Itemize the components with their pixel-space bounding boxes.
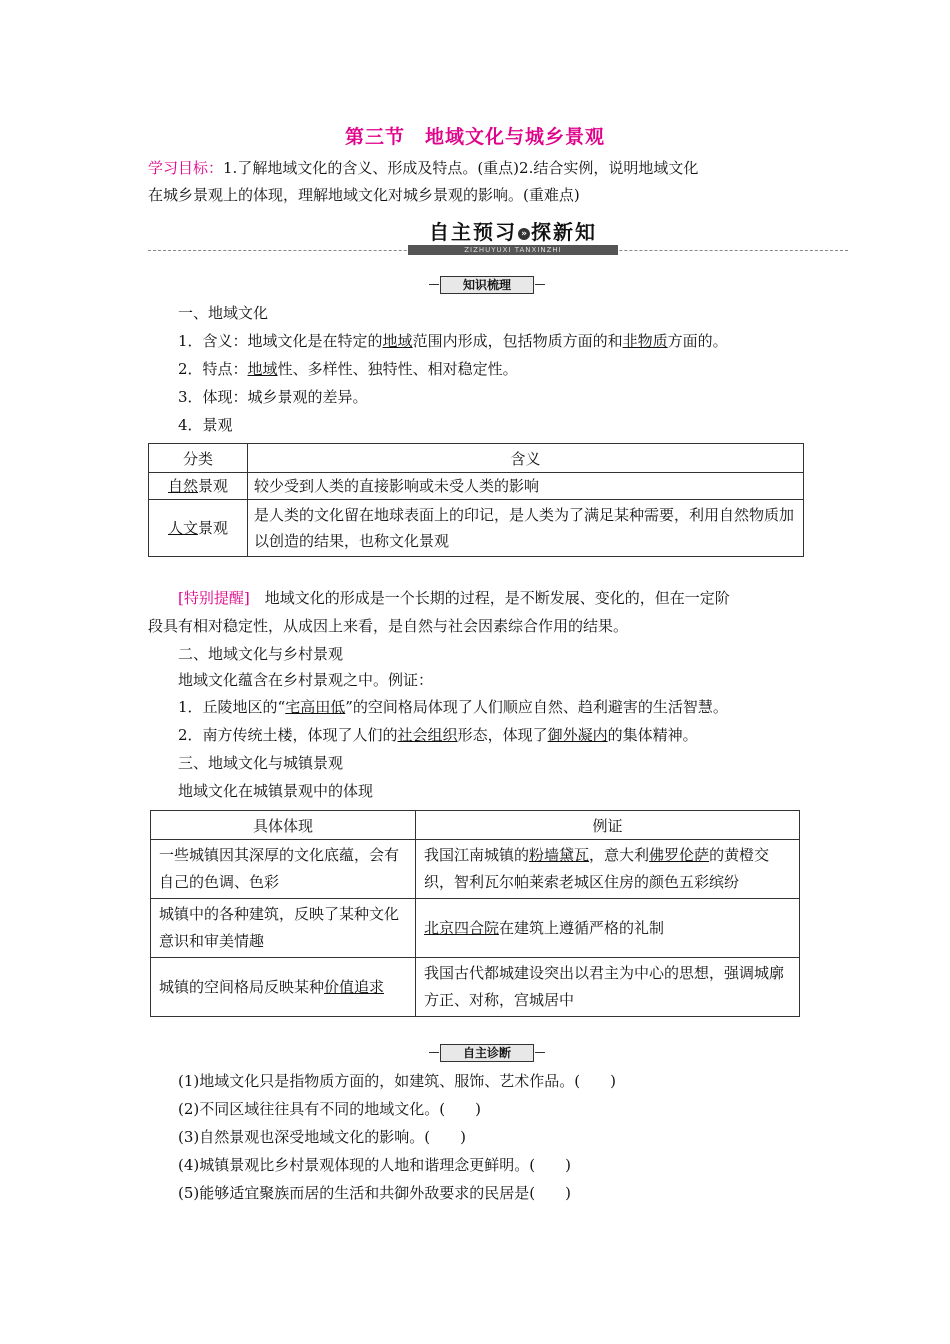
table-row: 人文景观 是人类的文化留在地球表面上的印记，是人类为了满足某种需要，利用自然物质加以创造的结果，也称文化景观 (149, 500, 804, 557)
learning-goals (148, 155, 808, 209)
s2-item-2: 2．南方传统土楼，体现了人们的社会组织形态，体现了御外凝内的集体精神。 (178, 726, 698, 744)
section-banner (148, 219, 848, 259)
question-item: (5)能够适宜聚族而居的生活和共御外敌要求的民居是( ) (178, 1184, 571, 1202)
banner-subtitle: ZIZHUYUXI TANXINZHI (408, 245, 618, 255)
question-item: (2)不同区域往往具有不同的地域文化。( ) (178, 1100, 481, 1118)
table-row: 自然景观 较少受到人类的直接影响或未受人类的影响 (149, 473, 804, 500)
table-header: 具体体现 (151, 811, 416, 840)
banner-right-text: 探新知 (531, 220, 597, 244)
special-tip: [特别提醒] 地域文化的形成是一个长期的过程，是不断发展、变化的，但在一定阶 段具有相对稳定性，从成因上来看，是自然与社会因素综合作用的结果。 (148, 589, 730, 635)
s1-heading: 一、地域文化 (178, 304, 269, 322)
s2-intro: 地域文化蕴含在乡村景观之中。例证： (178, 671, 434, 689)
goal-label: 学习目标： (148, 159, 224, 177)
table-header: 分类 (149, 444, 248, 473)
s1-item-4: 4．景观 (178, 416, 233, 434)
s2-heading: 二、地域文化与乡村景观 (178, 645, 344, 663)
landscape-table (148, 443, 804, 557)
s3-heading: 三、地域文化与城镇景观 (178, 754, 344, 772)
table-row: 一些城镇因其深厚的文化底蕴，会有自己的色调、色彩 我国江南城镇的粉墙黛瓦，意大利佛罗伦萨的黄橙交织，智利瓦尔帕莱索老城区住房的颜色五彩缤纷 (151, 840, 800, 899)
table-header: 含义 (248, 444, 804, 473)
question-item: (4)城镇景观比乡村景观体现的人地和谐理念更鲜明。( ) (178, 1156, 571, 1174)
knowledge-tag: 知识梳理 (440, 276, 534, 294)
page-title: 第三节 地域文化与城乡景观 (344, 126, 605, 148)
banner-left-text: 自主预习 (429, 220, 517, 244)
s3-intro: 地域文化在城镇景观中的体现 (178, 782, 374, 800)
table-row: 城镇中的各种建筑，反映了某种文化意识和审美情趣 北京四合院在建筑上遵循严格的礼制 (151, 899, 800, 958)
goal-text-2: 在城乡景观上的体现，理解地域文化对城乡景观的影响。(重难点) (148, 186, 580, 204)
s2-item-1: 1．丘陵地区的“宅高田低”的空间格局体现了人们顺应自然、趋利避害的生活智慧。 (178, 698, 728, 716)
table-header-row (151, 811, 800, 840)
table-header-row (149, 444, 804, 473)
question-item: (3)自然景观也深受地域文化的影响。( ) (178, 1128, 466, 1146)
table-header: 例证 (416, 811, 800, 840)
question-item: (1)地域文化只是指物质方面的，如建筑、服饰、艺术作品。( ) (178, 1072, 616, 1090)
s1-item-1: 1．含义：地域文化是在特定的地域范围内形成，包括物质方面的和非物质方面的。 (178, 332, 728, 350)
s1-item-2: 2．特点：地域性、多样性、独特性、相对稳定性。 (178, 360, 518, 378)
goal-text-1: 1.了解地域文化的含义、形成及特点。(重点)2.结合实例，说明地域文化 (223, 159, 699, 177)
s1-item-3: 3．体现：城乡景观的差异。 (178, 388, 368, 406)
arrow-icon: » (518, 228, 530, 240)
diagnosis-tag: 自主诊断 (440, 1044, 534, 1062)
town-landscape-table (150, 810, 800, 1017)
tip-label: [特别提醒] (178, 589, 250, 607)
table-row: 城镇的空间格局反映某种价值追求 我国古代都城建设突出以君主为中心的思想，强调城廓方正、对称，宫城居中 (151, 958, 800, 1017)
